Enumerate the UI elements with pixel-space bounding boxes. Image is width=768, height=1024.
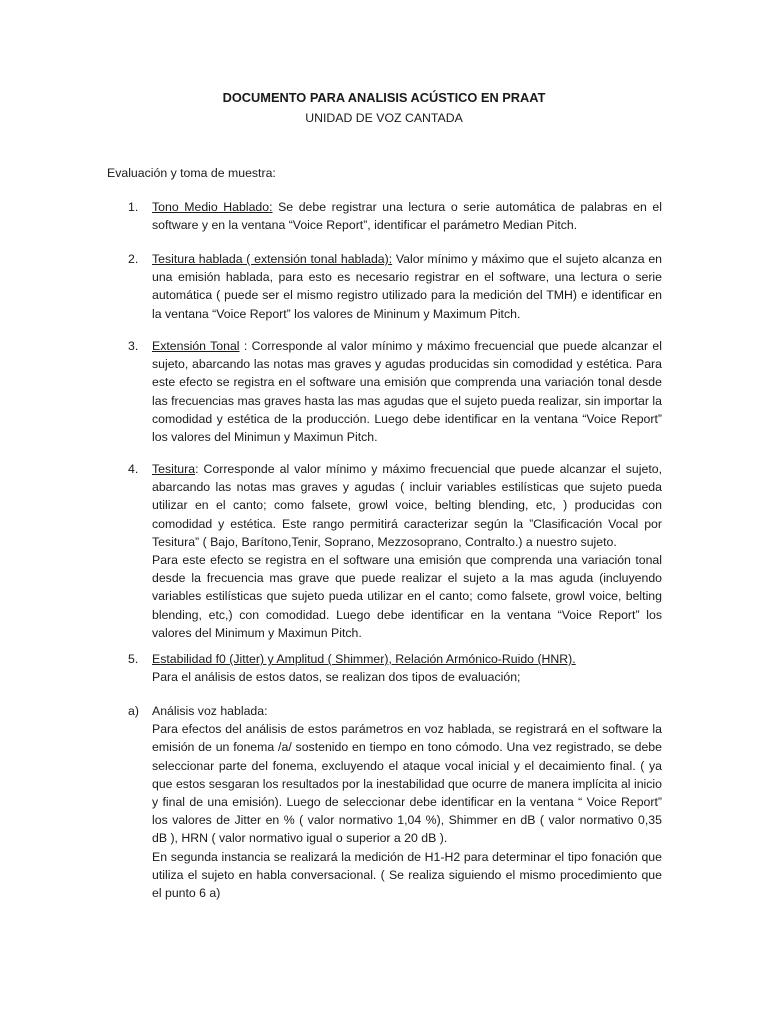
- item-heading: Extensión Tonal: [152, 339, 240, 353]
- item-number: 2.: [128, 252, 139, 266]
- item-body: [152, 650, 662, 668]
- sub-item-a: [128, 702, 662, 902]
- item-body: [152, 460, 662, 551]
- list-item-4: [128, 460, 662, 642]
- sub-item-paragraph: En segunda instancia se realizará la medición de H1-H2 para determinar el tipo fonación que utiliza el sujeto en habla conversacional. ( Se realiza siguiendo el mismo procedimiento que el punto 6 a): [152, 849, 662, 901]
- item-heading: Tesitura: [152, 462, 196, 476]
- item-number: 1.: [128, 200, 139, 214]
- item-body: [152, 337, 662, 446]
- document-title: DOCUMENTO PARA ANALISIS ACÚSTICO EN PRAAT: [222, 90, 546, 105]
- document-subtitle: UNIDAD DE VOZ CANTADA: [305, 111, 463, 125]
- item-number: 4.: [128, 462, 139, 476]
- sub-item-heading: Análisis voz hablada:: [152, 704, 268, 718]
- item-heading: Tono Medio Hablado:: [152, 200, 273, 214]
- list-item-2: [128, 250, 662, 323]
- item-text: : Corresponde al valor mínimo y máximo frecuencial que puede alcanzar el sujeto, abarcando las notas mas graves y agudas producidas sin comodidad y estética. Para este efecto se registra en el software una emisión que comprenda una variación tonal desde las frecuencias mas graves hasta las mas agudas que el sujeto pueda realizar, sin importar la comodidad y estética de la producción. Luego debe identificar en la ventana “Voice Report” los valores del Minimun y Maximun Pitch.: [152, 339, 662, 445]
- list-item-5: [128, 650, 662, 686]
- item-body: [152, 250, 662, 323]
- item-paragraph: Para este efecto se registra en el software una emisión que comprenda una variación tonal desde la frecuencia mas grave que puede realizar el sujeto a la mas aguda (incluyendo variables estilísticas que sujeto pueda utilizar en el canto; como falsete, growl voice, belting blending, etc,) con comodidad. Luego debe identificar en la ventana “Voice Report” los valores del Minimum y Maximun Pitch.: [152, 553, 662, 640]
- item-heading: Estabilidad f0 (Jitter) y Amplitud ( Shimmer), Relación Armónico-Ruido (HNR).: [152, 652, 576, 666]
- sub-item-letter: a): [128, 704, 139, 718]
- item-number: 5.: [128, 652, 139, 666]
- sub-item-paragraph: Para efectos del análisis de estos parámetros en voz hablada, se registrará en el software la emisión de un fonema /a/ sostenido en tiempo en tono cómodo. Una vez registrado, se debe seleccionar parte del fonema, excluyendo el ataque vocal inicial y el decaimiento final. ( ya que estos sesgaran los resultados por la inestabilidad que ocurre de manera implícita al inicio y final de una emisión). Luego de seleccionar debe identificar en la ventana “ Voice Report” los valores de Jitter en % ( valor normativo 1,04 %), Shimmer en dB ( valor normativo 0,35 dB ), HRN ( valor normativo igual o superior a 20 dB ).: [152, 722, 662, 846]
- item-text: Se debe registrar una lectura o serie automática de palabras en el software y en la ventana “Voice Report”, identificar el parámetro Median Pitch.: [152, 200, 662, 233]
- item-heading: Tesitura hablada ( extensión tonal hablada):: [152, 252, 393, 266]
- item-text: Valor mínimo y máximo que el sujeto alcanza en una emisión hablada, para esto es necesario registrar en el software, una lectura o serie automática ( puede ser el mismo registro utilizado para la medición del TMH) e identificar en la ventana “Voice Report” los valores de Mininum y Maximum Pitch.: [152, 252, 662, 321]
- list-item-1: [128, 198, 662, 234]
- item-body: [152, 198, 662, 234]
- item-text: : Corresponde al valor mínimo y máximo frecuencial que puede alcanzar el sujeto, abarcando las notas mas graves y agudas ( incluir variables estilísticas que sujeto pueda utilizar en el canto; como falsete, growl voice, belting blending, etc, ) producidas con comodidad y estética. Este rango permitirá caracterizar según la ”Clasificación Vocal por Tesitura” ( Bajo, Barítono,Tenir, Soprano, Mezzosoprano, Contralto.) a nuestro sujeto.: [152, 462, 662, 549]
- list-item-3: [128, 337, 662, 446]
- intro-text: Evaluación y toma de muestra:: [107, 166, 276, 180]
- item-paragraph: Para el análisis de estos datos, se realizan dos tipos de evaluación;: [152, 670, 521, 685]
- item-number: 3.: [128, 339, 139, 353]
